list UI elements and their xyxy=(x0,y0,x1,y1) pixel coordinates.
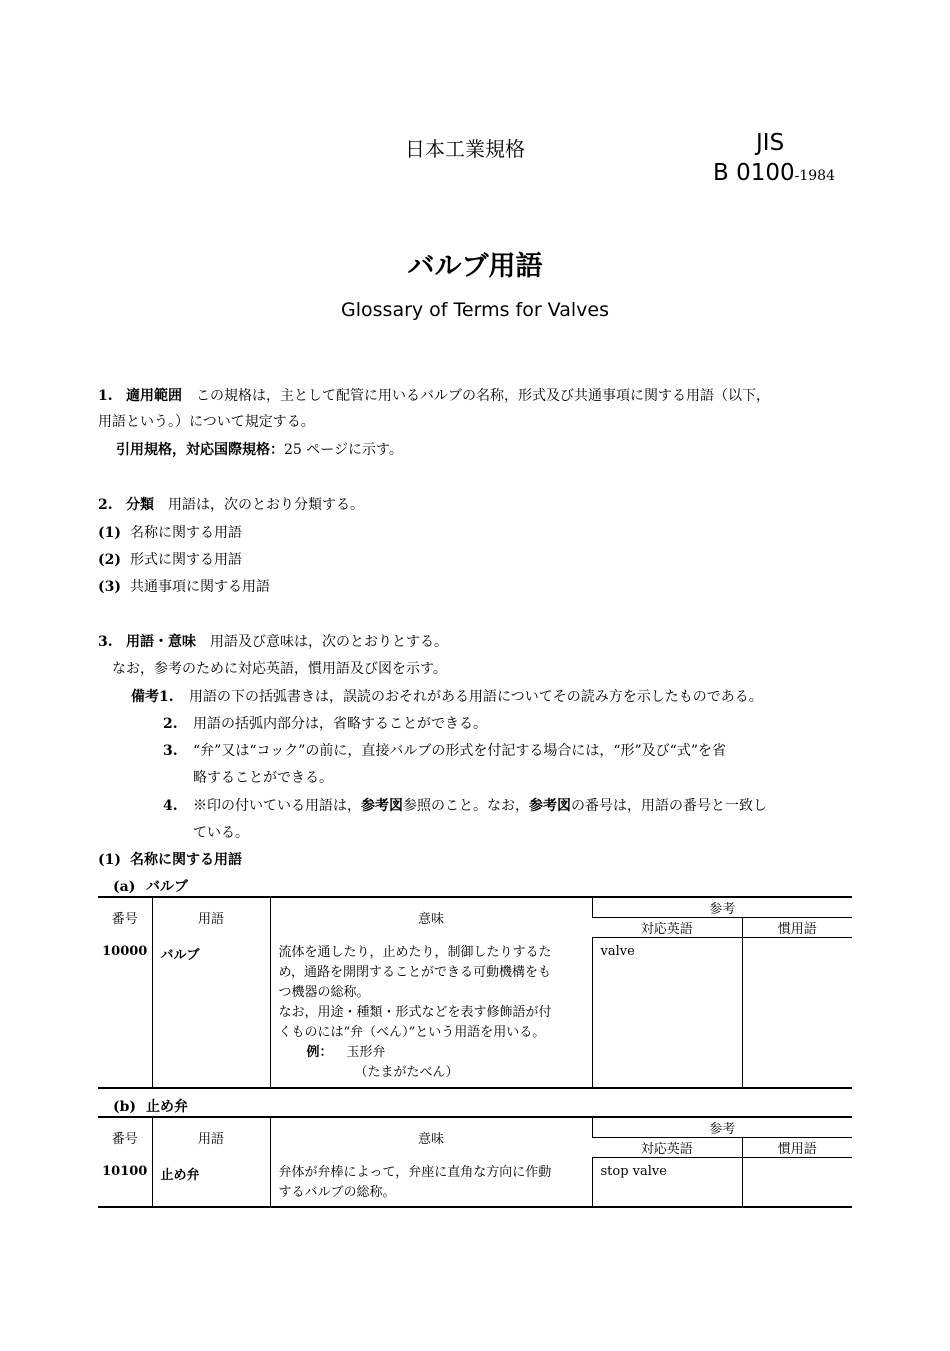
note-number: 4. xyxy=(163,798,178,814)
glossary-table-b xyxy=(98,1116,852,1208)
table-a-label: (a) xyxy=(113,879,136,895)
row-common xyxy=(742,1158,852,1207)
table-a-caption xyxy=(113,876,188,896)
meaning-line: するバルブの総称。 xyxy=(278,1184,396,1200)
section1-reference xyxy=(116,439,403,459)
remarks-note-3 xyxy=(163,740,726,760)
standard-year: -1984 xyxy=(794,168,835,184)
table-a-title: バルブ xyxy=(146,879,188,895)
page-title: バルブ用語 xyxy=(407,251,543,282)
glossary-table-a xyxy=(98,896,852,1089)
reference-text: 25 ページに示す。 xyxy=(284,442,403,458)
row-common xyxy=(742,938,852,1088)
meaning-line: なお，用途・種類・形式などを表す修飾語が付 xyxy=(278,1004,552,1020)
reference-label: 引用規格，対応国際規格： xyxy=(116,442,284,458)
row-term: バルブ xyxy=(152,938,270,1088)
section2-number: 2. xyxy=(98,497,113,513)
section1-line1 xyxy=(98,385,770,405)
note-text-continued: ている。 xyxy=(193,825,249,841)
row-meaning xyxy=(270,1158,592,1207)
meaning-line: 弁体が弁棒によって，弁座に直角な方向に作動 xyxy=(278,1164,552,1180)
header-meaning: 意味 xyxy=(270,1117,592,1158)
section2-keyword: 分類 xyxy=(126,497,154,513)
table-b-label: (b) xyxy=(113,1099,137,1115)
list-item-text: 形式に関する用語 xyxy=(130,552,242,568)
section1-text2: 用語という。）について規定する。 xyxy=(98,414,315,430)
standard-number-text: B 0100 xyxy=(713,160,795,186)
section3-heading xyxy=(98,631,448,651)
list-item-number: (1) xyxy=(98,525,121,541)
meaning-line: 流体を通したり，止めたり，制御したりするた xyxy=(278,944,552,960)
meaning-line: くものには“弁（べん）”という用語を用いる。 xyxy=(278,1024,546,1040)
header-number: 番号 xyxy=(98,1117,152,1158)
example-reading: （たまがたべん） xyxy=(354,1064,459,1080)
note-text: 参照のこと。なお， xyxy=(403,798,529,814)
note-text: “弁”又は“コック”の前に，直接バルブの形式を付記する場合には，“形”及び“式”を省 xyxy=(193,743,726,759)
subsection-heading xyxy=(98,849,242,869)
list-item-text: 共通事項に関する用語 xyxy=(130,579,270,595)
meaning-line: め，通路を開閉することができる可動機構をも xyxy=(278,964,551,980)
note-number: 2. xyxy=(163,716,178,732)
section3-number: 3. xyxy=(98,634,113,650)
example-label: 例： xyxy=(306,1044,333,1060)
header-number: 番号 xyxy=(98,897,152,938)
table-row xyxy=(98,938,852,1088)
section3-text2: なお，参考のために対応英語，慣用語及び図を示す。 xyxy=(112,661,447,677)
remarks-note-4 xyxy=(163,795,767,815)
list-item xyxy=(98,576,270,596)
standard-name: 日本工業規格 xyxy=(405,137,525,161)
header-term: 用語 xyxy=(152,897,270,938)
note-text: 用語の括弧内部分は，省略することができる。 xyxy=(193,716,487,732)
note-text: ※印の付いている用語は， xyxy=(193,798,361,814)
section1-keyword: 適用範囲 xyxy=(126,388,182,404)
row-meaning xyxy=(270,938,592,1088)
note-emphasis: 参考図 xyxy=(529,798,571,814)
jis-label: JIS xyxy=(756,130,785,156)
example-term: 玉形弁 xyxy=(346,1044,386,1060)
page-subtitle-en: Glossary of Terms for Valves xyxy=(341,299,609,321)
remarks-note-2 xyxy=(163,713,487,733)
section2-heading xyxy=(98,494,364,514)
note-text: 用語の下の括弧書きは，誤読のおそれがある用語についてその読み方を示したものである。 xyxy=(189,689,763,705)
header-english: 対応英語 xyxy=(592,918,742,938)
section3-keyword: 用語・意味 xyxy=(126,634,196,650)
row-number: 10000 xyxy=(98,938,152,1088)
note-text: の番号は，用語の番号と一致し xyxy=(571,798,767,814)
header-reference: 参考 xyxy=(592,897,852,918)
list-item xyxy=(98,549,242,569)
note-text-continued: 略することができる。 xyxy=(193,770,333,786)
table-row xyxy=(98,1158,852,1207)
header-english: 対応英語 xyxy=(592,1138,742,1158)
header-term: 用語 xyxy=(152,1117,270,1158)
header-common: 慣用語 xyxy=(742,918,852,938)
standard-number xyxy=(713,160,835,186)
section3-text: 用語及び意味は，次のとおりとする。 xyxy=(210,634,448,650)
remarks-label: 備考 xyxy=(131,689,159,705)
row-number: 10100 xyxy=(98,1158,152,1207)
header-meaning: 意味 xyxy=(270,897,592,938)
row-term: 止め弁 xyxy=(152,1158,270,1207)
note-number: 3. xyxy=(163,743,178,759)
section2-text: 用語は，次のとおり分類する。 xyxy=(168,497,364,513)
row-english: valve xyxy=(592,938,742,1088)
table-b-title: 止め弁 xyxy=(146,1099,188,1115)
section1-number: 1. xyxy=(98,388,113,404)
meaning-line: つ機器の総称。 xyxy=(278,984,370,1000)
note-number: 1. xyxy=(159,689,174,705)
list-item-text: 名称に関する用語 xyxy=(130,525,242,541)
header-common: 慣用語 xyxy=(742,1138,852,1158)
header-reference: 参考 xyxy=(592,1117,852,1138)
remarks-note-1 xyxy=(131,686,763,706)
subsection-title: 名称に関する用語 xyxy=(130,852,242,868)
list-item xyxy=(98,522,242,542)
section1-text1: この規格は，主として配管に用いるバルブの名称，形式及び共通事項に関する用語（以下， xyxy=(196,388,770,404)
subsection-number: (1) xyxy=(98,852,121,868)
note-emphasis: 参考図 xyxy=(361,798,403,814)
table-b-caption xyxy=(113,1096,188,1116)
list-item-number: (3) xyxy=(98,579,121,595)
row-english: stop valve xyxy=(592,1158,742,1207)
example-line xyxy=(279,1043,586,1063)
list-item-number: (2) xyxy=(98,552,121,568)
